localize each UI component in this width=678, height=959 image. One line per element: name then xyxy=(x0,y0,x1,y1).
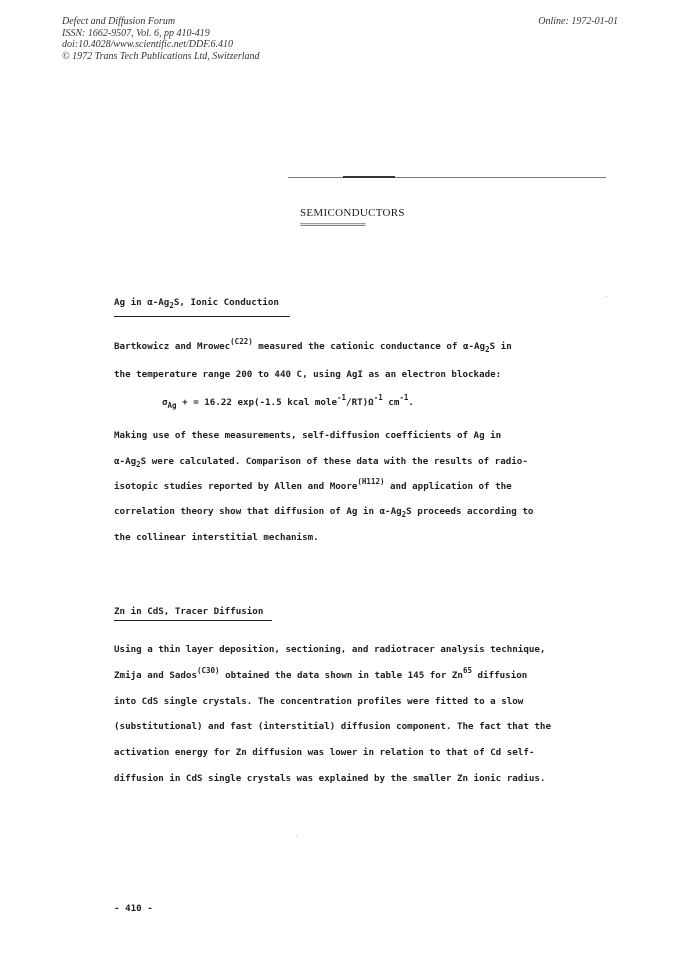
journal-header xyxy=(62,16,260,62)
text: . xyxy=(408,397,414,408)
text: α-Ag xyxy=(114,456,137,467)
text: measured the cationic conductance of α-Ag xyxy=(252,341,486,352)
section-rule xyxy=(288,177,606,178)
heading-underline xyxy=(114,620,272,621)
issn-line: ISSN: 1662-9507, Vol. 6, pp 410-419 xyxy=(62,27,210,39)
paragraph-line: diffusion in CdS single crystals was explained by the smaller Zn ionic radius. xyxy=(114,773,546,784)
copyright-line: © 1972 Trans Tech Publications Ltd, Switzerland xyxy=(62,50,260,62)
scan-speck xyxy=(296,836,297,837)
text: S proceeds according to xyxy=(406,506,534,517)
text: S were calculated. Comparison of these data with the results of radio- xyxy=(140,456,528,467)
paragraph-line: the collinear interstitial mechanism. xyxy=(114,532,319,543)
subsection-heading-ag xyxy=(114,297,279,308)
scan-speck xyxy=(606,296,607,297)
subscript: 2 xyxy=(136,460,141,469)
text: diffusion xyxy=(471,670,528,681)
paragraph-line xyxy=(114,456,528,467)
superscript: -1 xyxy=(399,393,409,402)
reference: (C22) xyxy=(230,337,253,346)
text: obtained the data shown in table 145 for Zn xyxy=(219,670,463,681)
superscript: -1 xyxy=(337,393,347,402)
paragraph-line: the temperature range 200 to 440 C, using AgI as an electron blockade: xyxy=(114,369,502,380)
text: Bartkowicz and Mrowec xyxy=(114,341,231,352)
subscript: 2 xyxy=(485,345,490,354)
paragraph-line xyxy=(114,506,533,517)
paragraph-line: (substitutional) and fast (interstitial) diffusion component. The fact that the xyxy=(114,721,551,732)
journal-name: Defect and Diffusion Forum xyxy=(62,16,176,27)
page-number: - 410 - xyxy=(114,903,153,914)
doi-line: doi:10.4028/www.scientific.net/DDF.6.410 xyxy=(62,39,234,50)
equation xyxy=(162,393,414,410)
text: Zmija and Sados xyxy=(114,670,197,681)
text: cm xyxy=(382,397,400,408)
symbol: σ xyxy=(162,397,168,408)
paragraph-line: activation energy for Zn diffusion was lower in relation to that of Cd self- xyxy=(114,747,535,758)
section-title: SEMICONDUCTORS xyxy=(300,207,405,219)
heading-text: Ag in α-Ag xyxy=(114,297,170,308)
subsection-heading-zn: Zn in CdS, Tracer Diffusion xyxy=(114,606,264,617)
paragraph-line xyxy=(114,477,512,492)
section-rule-accent xyxy=(343,176,395,178)
paragraph-line xyxy=(114,337,512,354)
heading-text: S, Ionic Conduction xyxy=(173,297,279,308)
text: + = 16.22 exp(-1.5 kcal mole xyxy=(182,397,338,408)
paragraph-line: Using a thin layer deposition, sectioning, and radiotracer analysis technique, xyxy=(114,644,546,655)
text: correlation theory show that diffusion of Ag in α-Ag xyxy=(114,506,402,517)
subscript: 2 xyxy=(169,301,174,310)
subscript: Ag xyxy=(167,401,177,410)
superscript: 65 xyxy=(462,666,472,675)
text: isotopic studies reported by Allen and Moore xyxy=(114,481,358,492)
heading-underline xyxy=(114,316,290,317)
text: S in xyxy=(489,341,512,352)
text: and application of the xyxy=(384,481,512,492)
superscript: -1 xyxy=(373,393,383,402)
paragraph-line: into CdS single crystals. The concentration profiles were fitted to a slow xyxy=(114,696,524,707)
reference: (C30) xyxy=(196,666,220,675)
subscript: 2 xyxy=(401,510,407,519)
paragraph-line: Making use of these measurements, self-diffusion coefficients of Ag in xyxy=(114,430,502,441)
section-title-underline: ================== xyxy=(300,221,366,229)
paragraph-line xyxy=(114,666,528,681)
online-date: Online: 1972-01-01 xyxy=(538,16,618,27)
reference: (H112) xyxy=(357,477,385,486)
text: /RT)Ω xyxy=(346,397,374,408)
